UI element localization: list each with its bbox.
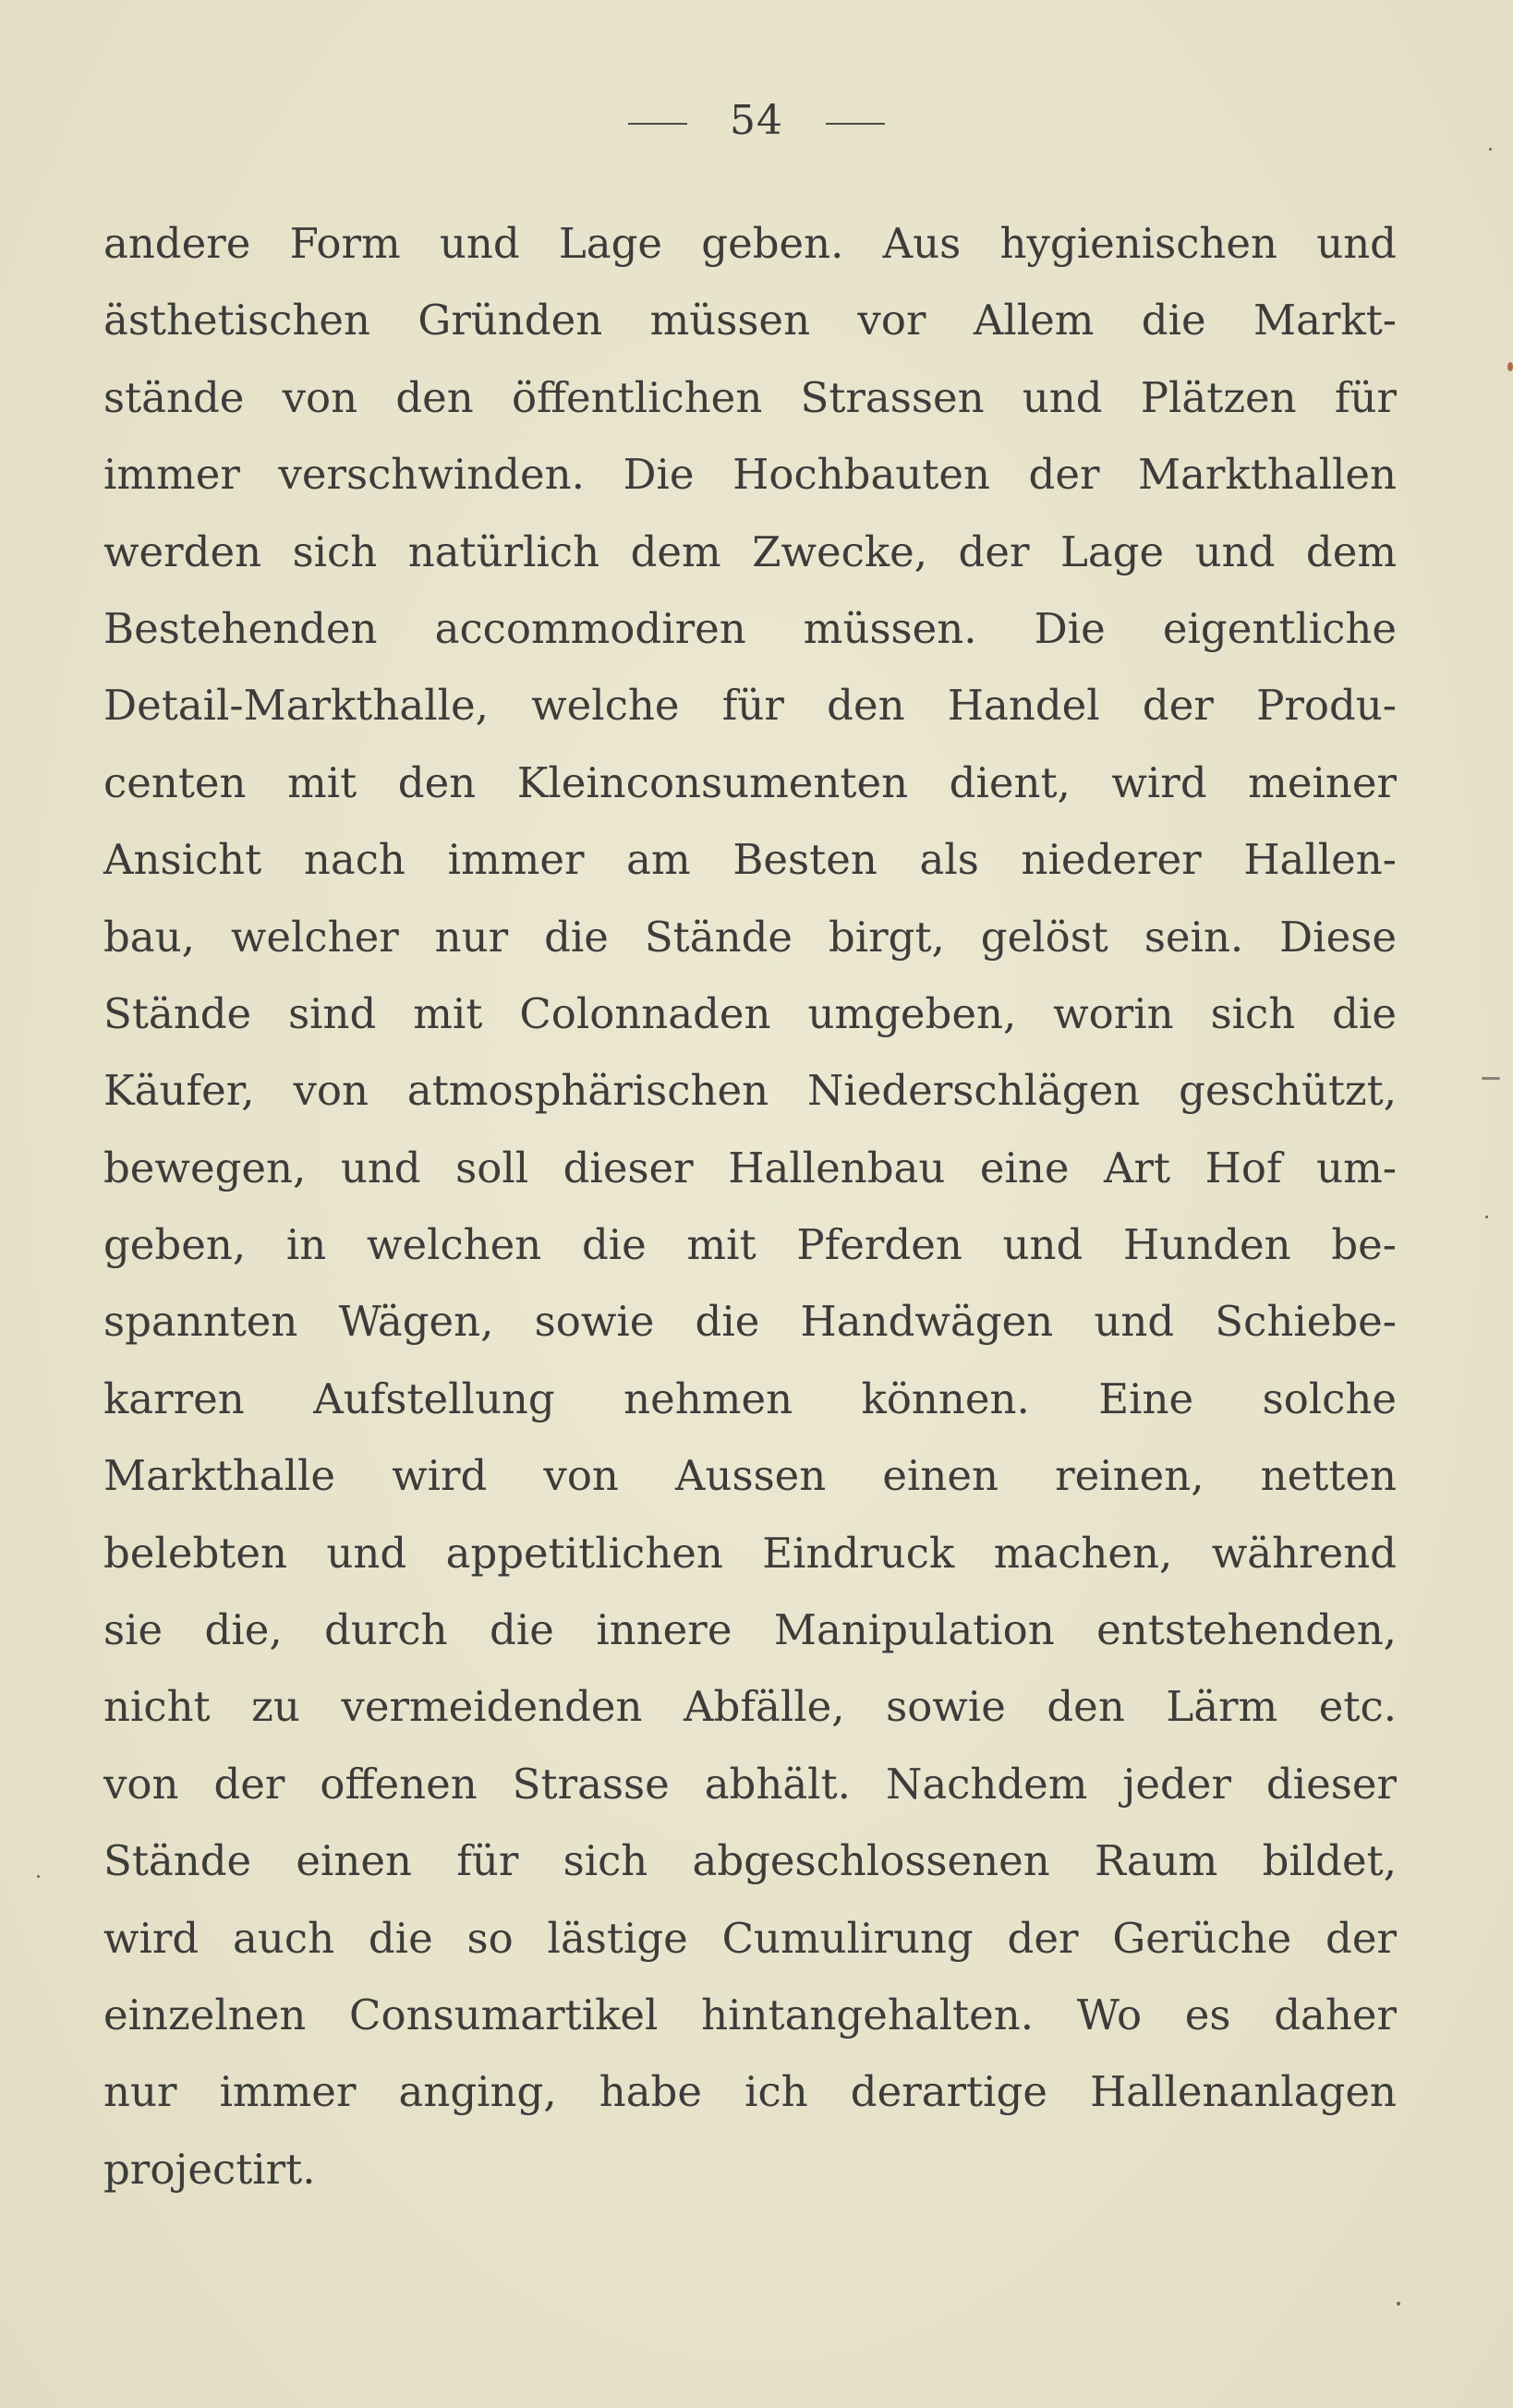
paper-speck [1489, 148, 1492, 151]
text-line: stände von den öffentlichen Strassen und Plätzen für [103, 372, 1397, 422]
text-line: werden sich natürlich dem Zwecke, der Lage und dem [103, 526, 1397, 576]
text-line: karren Aufstellung nehmen können. Eine solche [103, 1373, 1397, 1423]
text-line: Markthalle wird von Aussen einen reinen, netten [103, 1451, 1397, 1501]
text-line: von der offenen Strasse abhält. Nachdem jeder dieser [103, 1759, 1397, 1809]
paper-speck [37, 1875, 40, 1878]
text-line: spannten Wägen, sowie die Handwägen und Schiebe- [103, 1297, 1397, 1347]
text-line: Ansicht nach immer am Besten als niederer Hallen- [103, 835, 1397, 885]
header-dash-right [826, 123, 885, 125]
paper-speck [1397, 2302, 1400, 2305]
text-line: Stände sind mit Colonnaden umgeben, worin sich die [103, 988, 1397, 1038]
text-line: Detail-Markthalle, welche für den Handel der Produ- [103, 681, 1397, 731]
text-line: Bestehenden accommodiren müssen. Die eigentliche [103, 603, 1397, 653]
text-line: andere Form und Lage geben. Aus hygienischen und [103, 219, 1397, 268]
body-paragraph [103, 205, 1397, 2208]
text-line: bau, welcher nur die Stände birgt, gelöst sein. Diese [103, 912, 1397, 962]
text-line: geben, in welchen die mit Pferden und Hunden be- [103, 1220, 1397, 1270]
page-header [0, 97, 1513, 144]
paper-speck [1485, 1216, 1488, 1218]
text-line: centen mit den Kleinconsumenten dient, wird meiner [103, 757, 1397, 807]
text-line: wird auch die so lästige Cumulirung der Gerüche der [103, 1913, 1397, 1963]
text-line: ästhetischen Gründen müssen vor Allem die Markt- [103, 296, 1397, 345]
text-line: bewegen, und soll dieser Hallenbau eine Art Hof um- [103, 1143, 1397, 1192]
text-line: Käufer, von atmosphärischen Niederschlägen geschützt, [103, 1066, 1397, 1116]
paper-speck [1507, 362, 1513, 371]
text-line: einzelnen Consumartikel hintangehalten. Wo es daher [103, 1990, 1397, 2039]
paper-speck [1482, 1077, 1500, 1080]
text-line-last: projectirt. [103, 2144, 316, 2194]
text-line: Stände einen für sich abgeschlossenen Raum bildet, [103, 1836, 1397, 1886]
text-line: immer verschwinden. Die Hochbauten der Markthallen [103, 450, 1397, 500]
text-line: nicht zu vermeidenden Abfälle, sowie den Lärm etc. [103, 1682, 1397, 1732]
header-dash-left [628, 123, 687, 125]
page-number: 54 [730, 97, 783, 144]
text-line: nur immer anging, habe ich derartige Hallenanlagen [103, 2067, 1397, 2117]
text-line: sie die, durch die innere Manipulation entstehenden, [103, 1605, 1397, 1655]
text-line: belebten und appetitlichen Eindruck machen, während [103, 1528, 1397, 1578]
